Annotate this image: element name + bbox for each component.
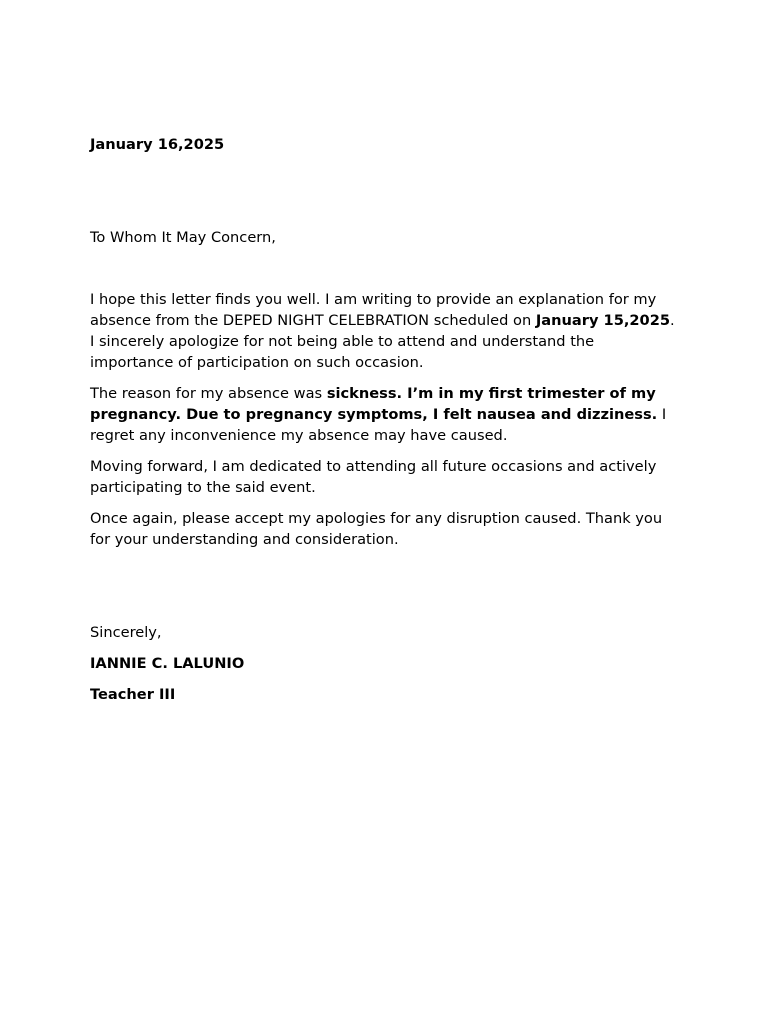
paragraph-reason-text-b: I regret any inconvenience my absence may have caused. — [90, 406, 667, 444]
paragraph-reason — [90, 383, 682, 446]
paragraph-reason-text-a: The reason for my absence was — [90, 385, 327, 402]
paragraph-explanation-text-a: I hope this letter finds you well. I am writing to provide an explanation for my absence from the DEPED NIGHT CELEBRATION scheduled on — [90, 291, 657, 329]
signer-name: IANNIE C. LALUNIO — [90, 655, 245, 672]
letter-closing: Sincerely, — [90, 624, 162, 641]
paragraph-apology: Once again, please accept my apologies for any disruption caused. Thank you for your understanding and consideration. — [90, 510, 663, 548]
paragraph-explanation — [90, 289, 682, 373]
paragraph-explanation-text-b: . I sincerely apologize for not being able to attend and understand the importance of participation on such occasion. — [90, 312, 675, 371]
paragraph-commitment: Moving forward, I am dedicated to attending all future occasions and actively participating to the said event. — [90, 458, 657, 496]
absence-reason: sickness. I’m in my first trimester of my pregnancy. Due to pregnancy symptoms, I felt nausea and dizziness. — [90, 385, 658, 423]
event-date: January 15,2025 — [535, 312, 671, 329]
letter-salutation: To Whom It May Concern, — [90, 229, 276, 246]
signer-title: Teacher III — [90, 686, 176, 703]
letter-date: January 16,2025 — [90, 136, 225, 153]
letter-body — [90, 134, 682, 705]
